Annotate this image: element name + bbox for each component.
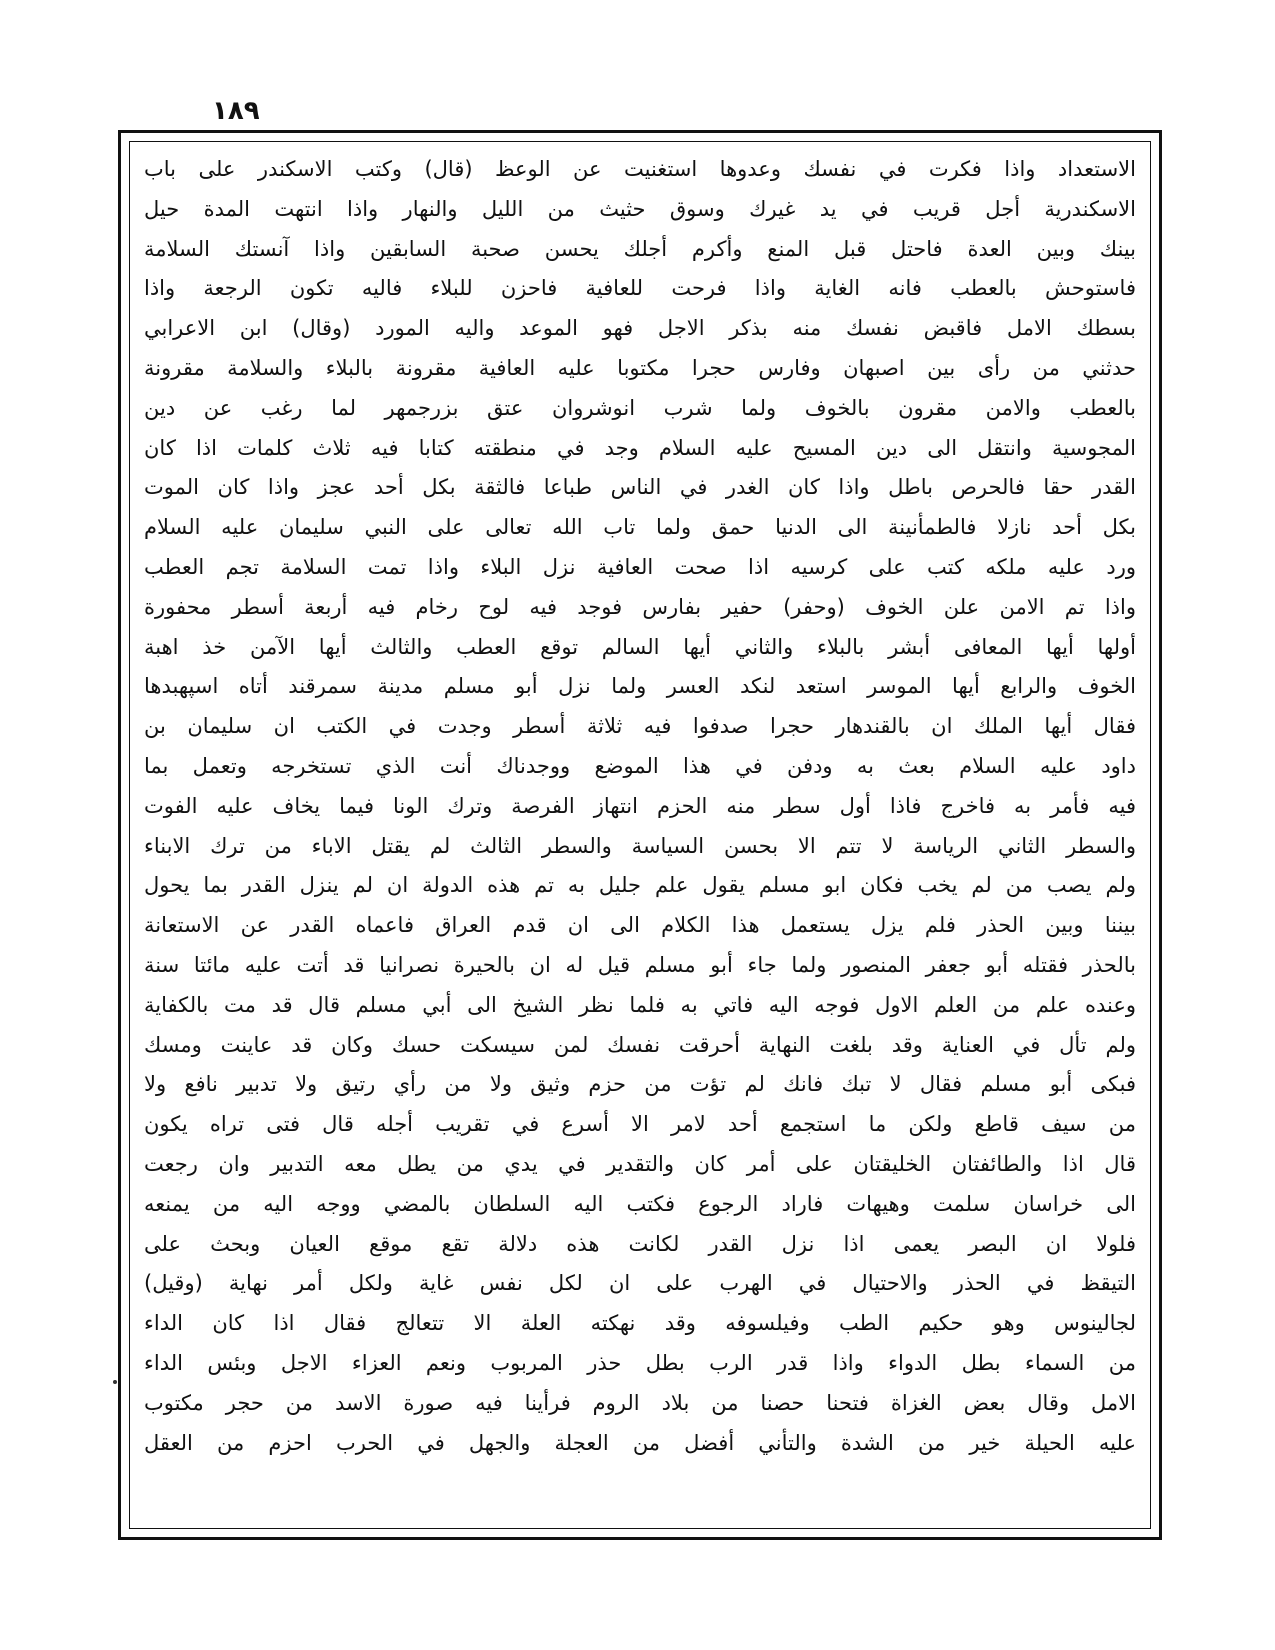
text-line: بالعطب والامن مقرون بالخوف ولما شرب انوشروان عتق بزرجمهر لما رغب عن دين [144, 395, 1136, 420]
text-line: من السماء بطل الدواء واذا قدر الرب بطل حذر المربوب ونعم العزاء الاجل وبئس الداء [144, 1350, 1136, 1375]
page-number: ١٨٩ [212, 96, 260, 126]
text-line: القدر حقا فالحرص باطل واذا كان الغدر في الناس طباعا فالثقة بكل أحد عجز واذا كان الموت [144, 475, 1136, 500]
text-line: والسطر الثاني الرياسة لا تتم الا بحسن السياسة والسطر الثالث لم يقتل الاباء من ترك الابناء [144, 833, 1136, 858]
text-line: فبكى أبو مسلم فقال لا تبك فانك لم تؤت من حزم وثيق ولا من رأي رتيق ولا تدبير نافع ولا [144, 1072, 1136, 1097]
text-line: الاستعداد واذا فكرت في نفسك وعدوها استغنيت عن الوعظ (قال) وكتب الاسكندر على باب [144, 157, 1136, 181]
text-line: فيه فأمر به فاخرج فاذا أول سطر منه الحزم انتهاز الفرصة وترك الونا فيما يخاف عليه الفوت [144, 793, 1136, 818]
text-line: بسطك الامل فاقبض نفسك منه بذكر الاجل فهو الموعد واليه المورد (وقال) ابن الاعرابي [144, 316, 1136, 341]
page-frame-inner [129, 141, 1151, 1529]
text-line: ولم تأل في العناية وقد بلغت النهاية أحرقت نفسك لمن سيسكت حسك وكان قد عاينت ومسك [144, 1032, 1136, 1057]
text-line: فاستوحش بالعطب فانه الغاية واذا فرحت للعافية فاحزن للبلاء فاليه تكون الرجعة واذا [144, 276, 1136, 301]
text-line: بالحذر فقتله أبو جعفر المنصور ولما جاء أبو مسلم قيل له ان بالحيرة نصرانيا قد أتت عليه مائتا سنة [144, 952, 1136, 977]
text-line: فقال أيها الملك ان بالقندهار حجرا صدفوا فيه ثلاثة أسطر وجدت في الكتب ان سليمان بن [144, 714, 1136, 739]
text-line: التيقظ في الحذر والاحتيال في الهرب على ان لكل نفس غاية ولكل أمر نهاية (وقيل) [144, 1271, 1136, 1296]
text-line: قال اذا والطائفتان الخليقتان على أمر كان والتقدير في يدي من يطل معه التدبير وان رجعت [144, 1151, 1136, 1176]
text-line: وعنده علم من العلم الاول فوجه اليه فاتي به فلما نظر الشيخ الى أبي مسلم قال قد مت بالكفاية [144, 992, 1136, 1017]
text-line: داود عليه السلام بعث به ودفن في هذا الموضع ووجدناك أنت الذي تستخرجه وتعمل بما [144, 753, 1136, 778]
text-line: عليه الحيلة خير من الشدة والتأني أفضل من العجلة والجهل في الحرب احزم من العقل [144, 1430, 1136, 1455]
text-line: أولها أيها المعافى أبشر بالبلاء والثاني أيها السالم توقع العطب والثالث أيها الآمن خذ اهبة [144, 634, 1136, 659]
text-line: من سيف قاطع ولكن ما استجمع أحد لامر الا أسرع في تقريب أجله قال فتى تراه يكون [144, 1112, 1136, 1137]
text-line: الامل وقال بعض الغزاة فتحنا حصنا من بلاد الروم فرأينا فيه صورة الاسد من حجر مكتوب [144, 1390, 1136, 1415]
text-line: الخوف والرابع أيها الموسر استعد لنكد العسر ولما نزل أبو مسلم مدينة سمرقند أتاه اسپهبدها [144, 674, 1136, 699]
body-text [144, 150, 1136, 1463]
text-line: ورد عليه ملكه كتب على كرسيه اذا صحت العافية نزل البلاء واذا تمت السلامة تجم العطب [144, 554, 1136, 579]
text-line: حدثني من رأى بين اصبهان وفارس حجرا مكتوبا عليه العافية مقرونة بالبلاء والسلامة مقرونة [144, 355, 1136, 380]
margin-ink-dot [113, 1380, 117, 1384]
text-line: الى خراسان سلمت وهيهات فاراد الرجوع فكتب اليه السلطان بالمضي ووجه اليه من يمنعه [144, 1191, 1136, 1216]
text-line: المجوسية وانتقل الى دين المسيح عليه السلام وجد في منطقته كتابا فيه ثلاث كلمات اذا كان [144, 435, 1136, 460]
text-line: لجالينوس وهو حكيم الطب وفيلسوفه وقد نهكته العلة الا تتعالج فقال اذا كان الداء [144, 1311, 1136, 1336]
text-line: الاسكندرية أجل قريب في يد غيرك وسوق حثيث من الليل والنهار واذا انتهت المدة حيل [144, 196, 1136, 221]
text-line: بكل أحد نازلا فالطمأنينة الى الدنيا حمق ولما تاب الله تعالى على النبي سليمان عليه السلام [144, 515, 1136, 540]
text-line: فلولا ان البصر يعمى اذا نزل القدر لكانت هذه دلالة تقع موقع العيان وبحث على [144, 1231, 1136, 1256]
text-line: ولم يصب من لم يخب فكان ابو مسلم يقول علم جليل به تم هذه الدولة ان لم ينزل القدر بما يحول [144, 873, 1136, 898]
text-line: بيننا وبين الحذر فلم يزل يستعمل هذا الكلام الى ان قدم العراق فاعماه القدر عن الاستعانة [144, 913, 1136, 938]
page-frame [118, 130, 1162, 1540]
text-line: واذا تم الامن علن الخوف (وحفر) حفير بفارس فوجد فيه لوح رخام فيه أربعة أسطر محفورة [144, 594, 1136, 619]
text-line: بينك وبين العدة فاحتل قبل المنع وأكرم أجلك يحسن صحبة السابقين واذا آنستك السلامة [144, 236, 1136, 261]
